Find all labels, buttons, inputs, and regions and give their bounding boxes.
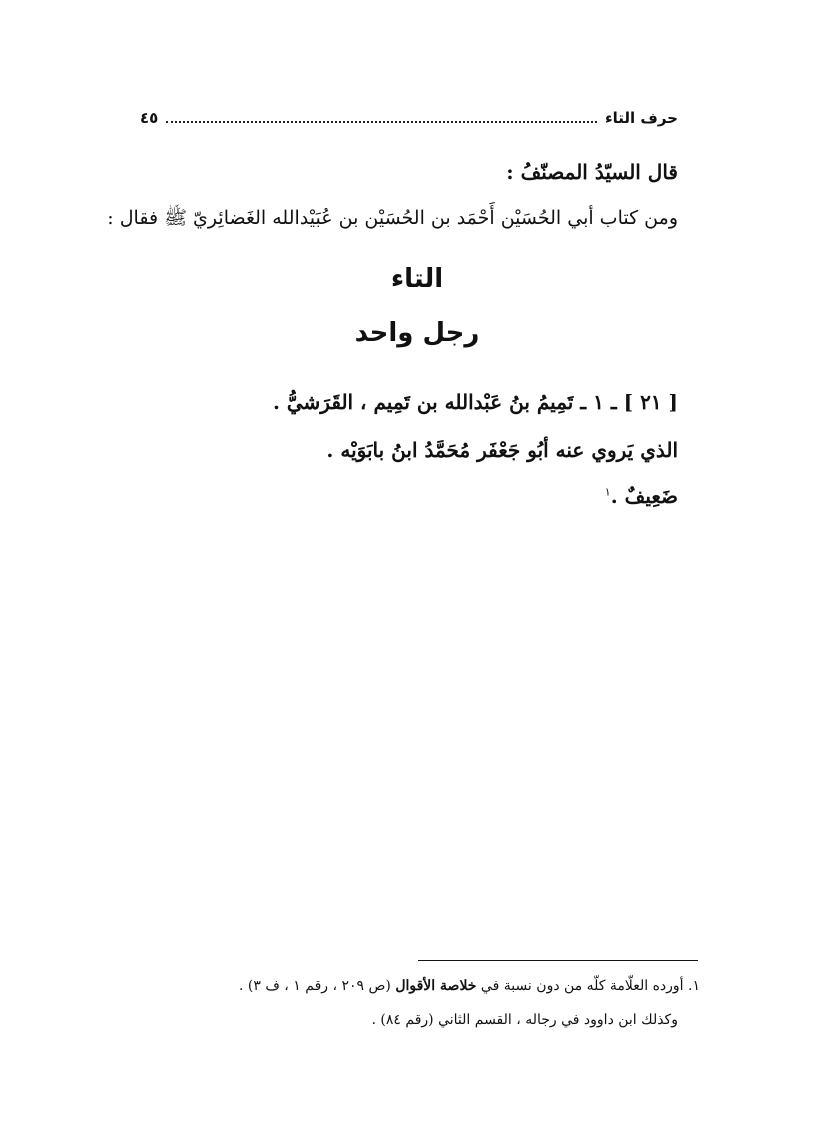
entry-narration-line: الذي يَروي عنه أبُو جَعْفَر مُحَمَّدُ ابنُ بابَوَيْه . (326, 438, 678, 462)
footnote-1-book-title: خلاصة الأقوال (395, 978, 477, 994)
intro-source-line: ومن كتاب أبي الحُسَيْن أَحْمَد بن الحُسَيْن بن عُبَيْدالله الغَضائِريّ ﷺ فقال : (107, 207, 678, 229)
footnote-1-suffix: (ص ٢٠٩ ، رقم ١ ، ف ٣) . (238, 978, 396, 994)
footnote-separator (418, 960, 698, 961)
entry-name-line: [ ٢١ ] ـ ١ ـ تَمِيمُ بنُ عَبْدالله بن تَمِيم ، القَرَشيُّ . (272, 390, 678, 414)
footnote-marker: ١ (604, 485, 611, 499)
chapter-heading: حرف التاء (605, 109, 678, 127)
footnote-1-continuation: وكذلك ابن داوود في رجاله ، القسم الثاني (رقم ٨٤) . (371, 1012, 678, 1028)
footnote-1-prefix: ١. أورده العلّامة كلّه من دون نسبة في (476, 978, 700, 994)
intro-author-line: قال السيّدُ المصنّفُ : (506, 160, 678, 184)
header-dot-leader (166, 121, 597, 123)
entry-grade-line (605, 484, 678, 508)
entry-grade-text: ضَعِيفٌ . (610, 484, 678, 508)
count-subtitle: رجل واحد (354, 318, 480, 348)
letter-section-title: التاء (390, 264, 444, 294)
footnote-1 (239, 978, 700, 994)
running-header (140, 104, 678, 132)
page-number: ٤٥ (140, 109, 159, 127)
